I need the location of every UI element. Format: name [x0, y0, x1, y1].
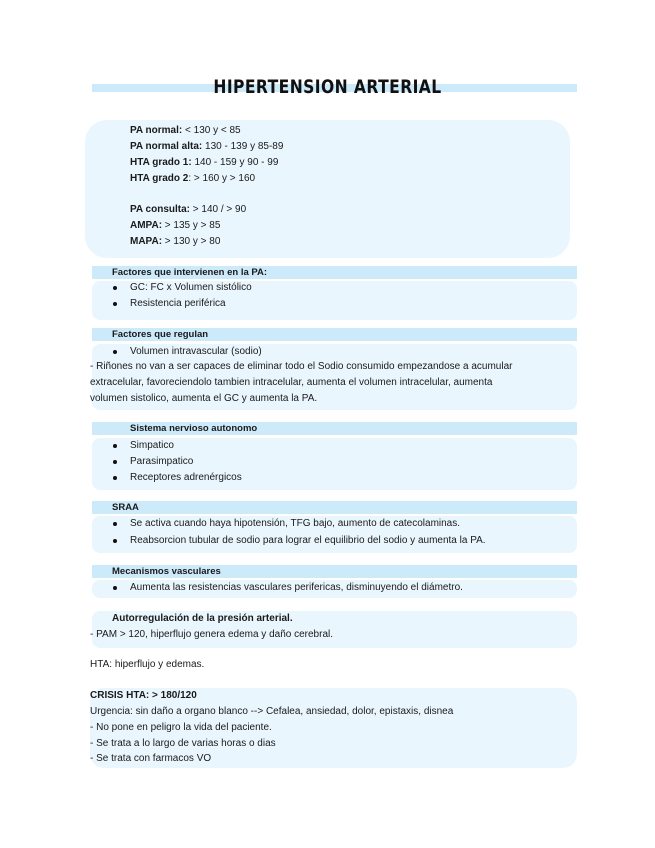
- bullet-icon: [113, 539, 117, 543]
- bullet-icon: [113, 444, 117, 448]
- label: PA consulta:: [130, 204, 191, 215]
- list-item: Resistencia periférica: [130, 298, 226, 309]
- bullet-icon: [113, 286, 117, 290]
- value: > 135 y > 85: [162, 220, 221, 231]
- section-heading: Factores que regulan: [92, 328, 577, 341]
- section-heading: CRISIS HTA: > 180/120: [90, 690, 197, 701]
- label: HTA grado 1:: [130, 157, 192, 168]
- section-heading: SRAA: [92, 501, 577, 514]
- page-title: HIPERTENSION ARTERIAL: [213, 76, 442, 98]
- list-item: Se activa cuando haya hipotensión, TFG bajo, aumento de catecolaminas.: [130, 518, 461, 529]
- paragraph-line: - Se trata con farmacos VO: [90, 753, 212, 764]
- list-item: Receptores adrenérgicos: [130, 472, 242, 483]
- paragraph-line: volumen sistolico, aumenta el GC y aumenta la PA.: [90, 393, 318, 404]
- section-heading: Mecanismos vasculares: [92, 565, 577, 578]
- section-heading: Factores que intervienen en la PA:: [92, 266, 577, 279]
- paragraph-line: - Riñones no van a ser capaces de eliminar todo el Sodio consumido empezandose a acumular: [90, 361, 513, 372]
- bullet-icon: [113, 586, 117, 590]
- paragraph-line: Urgencia: sin daño a organo blanco --> Cefalea, ansiedad, dolor, epistaxis, disnea: [90, 706, 454, 717]
- classification-line: [130, 157, 278, 169]
- classification-line: [130, 141, 283, 153]
- hta-note: HTA: hiperflujo y edemas.: [90, 659, 205, 670]
- label: PA normal alta:: [130, 141, 203, 152]
- label: MAPA:: [130, 236, 163, 247]
- list-item: Simpatico: [130, 440, 174, 451]
- value: 130 - 139 y 85-89: [202, 141, 284, 152]
- classification-line: [130, 220, 220, 232]
- list-item: Volumen intravascular (sodio): [130, 346, 262, 357]
- list-item: Parasimpatico: [130, 456, 194, 467]
- value: < 130 y < 85: [182, 125, 241, 136]
- value: > 140 / > 90: [190, 204, 247, 215]
- section-heading: Autorregulación de la presión arterial.: [112, 613, 293, 624]
- bullet-icon: [113, 460, 117, 464]
- value: : > 160 y > 160: [188, 173, 256, 184]
- bullet-icon: [113, 302, 117, 306]
- label: AMPA:: [130, 220, 163, 231]
- list-item: GC: FC x Volumen sistólico: [130, 282, 252, 293]
- paragraph-line: - Se trata a lo largo de varias horas o dias: [90, 738, 276, 749]
- label: PA normal:: [130, 125, 183, 136]
- paragraph-line: - PAM > 120, hiperflujo genera edema y daño cerebral.: [90, 629, 334, 640]
- classification-line: [130, 173, 255, 185]
- value: 140 - 159 y 90 - 99: [191, 157, 279, 168]
- list-item: Reabsorcion tubular de sodio para lograr el equilibrio del sodio y aumenta la PA.: [130, 535, 486, 546]
- list-item: Aumenta las resistencias vasculares perifericas, disminuyendo el diámetro.: [130, 582, 463, 593]
- bullet-icon: [113, 522, 117, 526]
- paragraph-line: - No pone en peligro la vida del paciente.: [90, 722, 272, 733]
- paragraph-line: extracelular, favoreciendolo tambien intracelular, aumenta el volumen intracelular, aumenta: [90, 377, 493, 388]
- value: > 130 y > 80: [162, 236, 221, 247]
- bullet-icon: [113, 476, 117, 480]
- bullet-icon: [113, 350, 117, 354]
- classification-line: [130, 125, 241, 137]
- section-heading: Sistema nervioso autonomo: [92, 422, 577, 435]
- classification-line: [130, 236, 220, 248]
- classification-line: [130, 204, 246, 216]
- label: HTA grado 2: [130, 173, 189, 184]
